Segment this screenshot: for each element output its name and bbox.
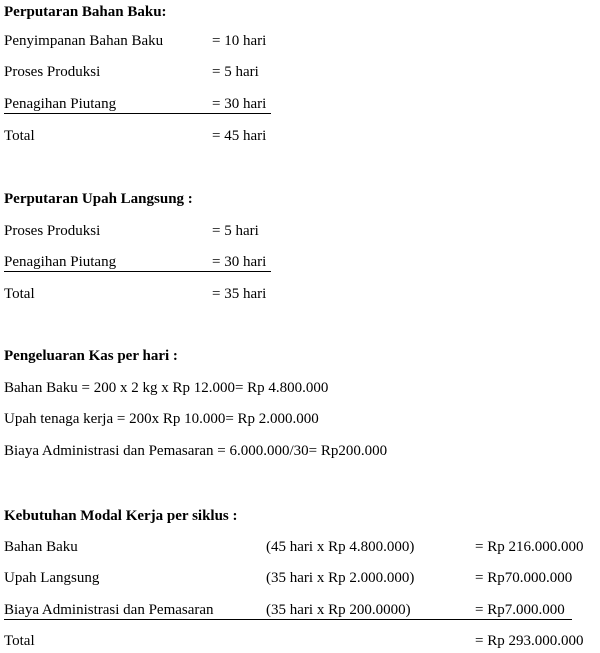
expense-line: Biaya Administrasi dan Pemasaran = 6.000.000/30= Rp200.000 bbox=[4, 443, 388, 459]
row-value: = 10 hari bbox=[212, 33, 267, 49]
row-value: = 30 hari bbox=[212, 96, 267, 112]
expense-line: Upah tenaga kerja = 200x Rp 10.000= Rp 2.000.000 bbox=[4, 411, 319, 427]
row-label: Proses Produksi bbox=[4, 64, 101, 80]
row-label: Upah Langsung bbox=[4, 570, 100, 586]
row-value: = 5 hari bbox=[212, 223, 259, 239]
row-label: Penyimpanan Bahan Baku bbox=[4, 33, 164, 49]
row-value: = 30 hari bbox=[212, 254, 267, 270]
expense-line: Bahan Baku = 200 x 2 kg x Rp 12.000= Rp 4.800.000 bbox=[4, 380, 329, 396]
row-result: = Rp70.000.000 bbox=[475, 570, 573, 586]
row-result: = Rp7.000.000 bbox=[475, 602, 565, 618]
heading-perputaran-bahan-baku: Perputaran Bahan Baku: bbox=[4, 4, 167, 20]
row-label: Bahan Baku bbox=[4, 539, 78, 555]
row-label: Penagihan Piutang bbox=[4, 254, 117, 270]
row-calc: (45 hari x Rp 4.800.000) bbox=[266, 539, 415, 555]
subtotal-rule bbox=[4, 619, 572, 620]
total-value: = 45 hari bbox=[212, 128, 267, 144]
subtotal-rule bbox=[4, 271, 271, 272]
subtotal-rule bbox=[4, 113, 271, 114]
total-result: = Rp 293.000.000 bbox=[475, 633, 584, 649]
row-label: Proses Produksi bbox=[4, 223, 101, 239]
heading-perputaran-upah-langsung: Perputaran Upah Langsung : bbox=[4, 191, 193, 207]
row-result: = Rp 216.000.000 bbox=[475, 539, 584, 555]
row-label: Biaya Administrasi dan Pemasaran bbox=[4, 602, 214, 618]
total-value: = 35 hari bbox=[212, 286, 267, 302]
heading-kebutuhan-modal-kerja: Kebutuhan Modal Kerja per siklus : bbox=[4, 508, 238, 524]
total-label: Total bbox=[4, 633, 35, 649]
row-value: = 5 hari bbox=[212, 64, 259, 80]
row-label: Penagihan Piutang bbox=[4, 96, 117, 112]
row-calc: (35 hari x Rp 200.0000) bbox=[266, 602, 411, 618]
row-calc: (35 hari x Rp 2.000.000) bbox=[266, 570, 415, 586]
total-label: Total bbox=[4, 128, 35, 144]
heading-pengeluaran-kas: Pengeluaran Kas per hari : bbox=[4, 348, 178, 364]
total-label: Total bbox=[4, 286, 35, 302]
